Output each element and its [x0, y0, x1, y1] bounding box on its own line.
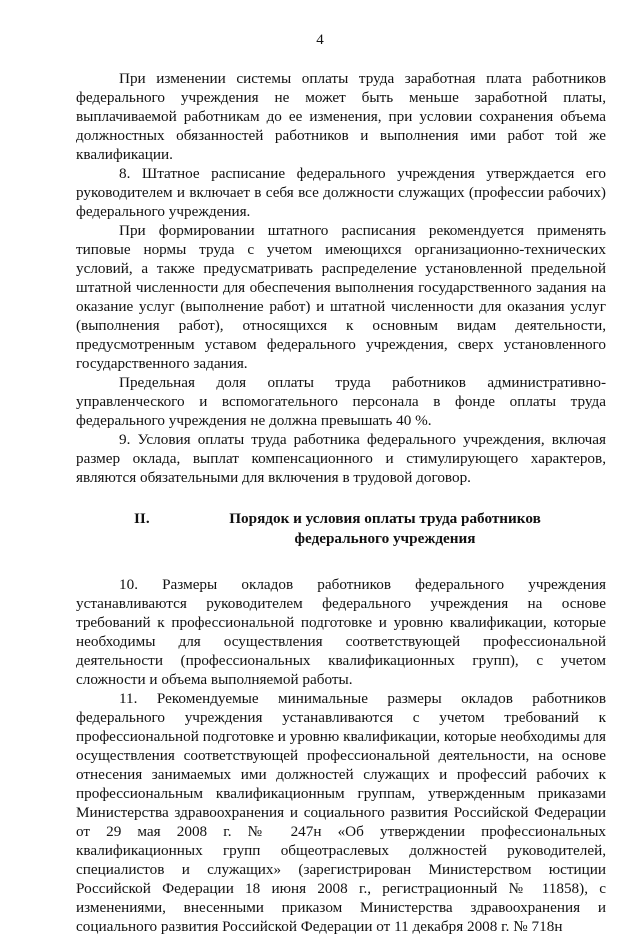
section-title: Порядок и условия оплаты труда работников федерального учреждения: [229, 510, 541, 547]
page-number: 4: [316, 32, 324, 48]
paragraph-11-recommended-salaries: 11. Рекомендуемые минимальные размеры окладов работников федерального учреждения устанавливаются с учетом требований к профессиональной подготовке и уровню квалификации, которые необходимы для осуществления соответствующей профессиональной деятельности, на основе отнесения занимаемых ими должностей служащих и профессий рабочих к профессиональным квалификационным группам, утвержденным приказами Министерства здравоохранения и социального развития Российской Федерации от 29 мая 2008 г. № 247н «Об утверждении профессиональных квалификационных групп общеотраслевых должностей руководителей, специалистов и служащих» (зарегистрирован Министерством юстиции Российской Федерации 18 июня 2008 г., регистрационный № 11858), с изменениями, внесенными приказом Министерства здравоохранения и социального развития Российской Федерации от 11 декабря 2008 г. № 718н: [76, 690, 606, 935]
section-2-body: [76, 575, 606, 936]
section-heading: [76, 509, 606, 549]
paragraph-salary-change: При изменении системы оплаты труда заработная плата работников федерального учреждения не может быть меньше заработной платы, выплачиваемой работникам до ее изменения, при условии сохранения объема должностных обязанностей работников и выполнения ими работ той же квалификации.: [76, 70, 606, 163]
section-number: II.: [134, 510, 150, 527]
paragraph-staff-schedule-forming: При формировании штатного расписания рекомендуется применять типовые нормы труда с учетом имеющихся организационно-технических условий, а также предусматривать распределение установленной предельной штатной численности для обеспечения выполнения государственного задания на оказание услуг (выполнение работ) и штатной численности для оказания услуг (выполнения работ), относящихся к основным видам деятельности, предусмотренным уставом федерального учреждения, сверх установленного государственного задания.: [76, 222, 606, 372]
paragraph-8-staff-schedule: 8. Штатное расписание федерального учреждения утверждается его руководителем и включает в себя все должности служащих (профессии рабочих) федерального учреждения.: [76, 165, 606, 220]
paragraph-10-salaries: 10. Размеры окладов работников федерального учреждения устанавливаются руководителем федерального учреждения на основе требований к профессиональной подготовке и уровню квалификации, которые необходимы для осуществления соответствующей профессиональной деятельности (профессиональных квалификационных групп), с учетом сложности и объема выполняемой работы.: [76, 576, 606, 688]
document-body: [76, 69, 606, 936]
paragraph-9-conditions: 9. Условия оплаты труда работника федерального учреждения, включая размер оклада, выплат компенсационного и стимулирующего характеров, являются обязательными для включения в трудовой договор.: [76, 431, 606, 486]
paragraph-max-share: Предельная доля оплаты труда работников административно-управленческого и вспомогательного персонала в фонде оплаты труда федерального учреждения не должна превышать 40 %.: [76, 374, 606, 429]
